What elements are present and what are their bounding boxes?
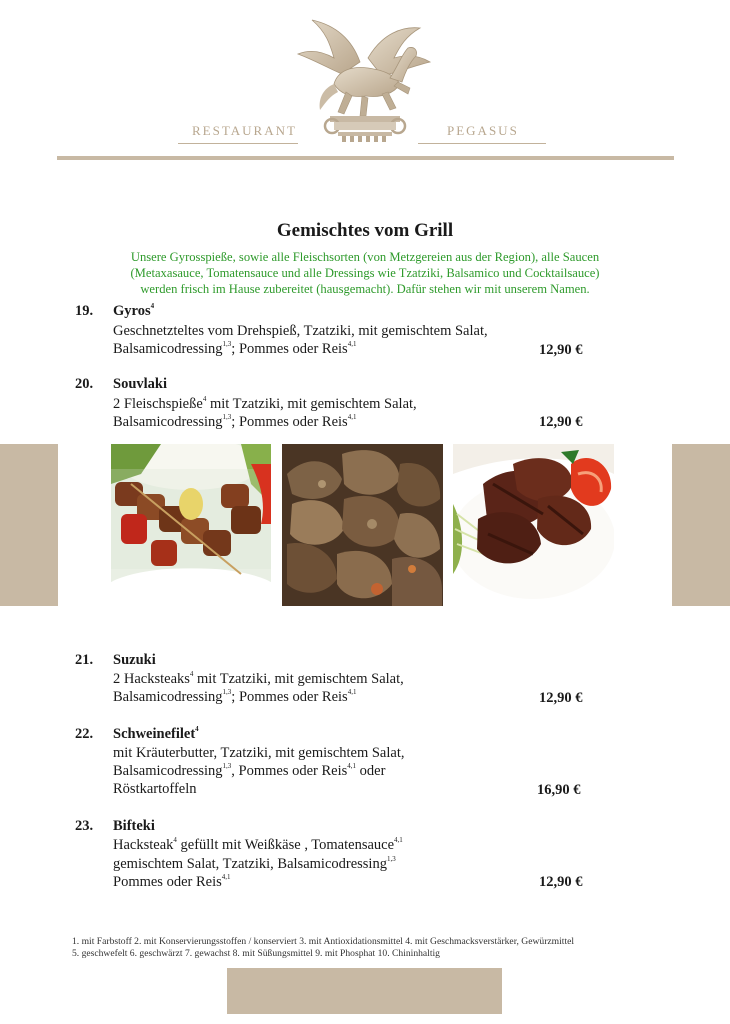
bifteki-steak-photo-icon: [453, 444, 614, 606]
header-rule: [57, 156, 674, 160]
pegasus-logo-icon: [290, 14, 440, 142]
brand-underline-left: [178, 143, 298, 144]
item-name: Suzuki: [113, 652, 156, 668]
item-description-line: gemischtem Salat, Tzatziki, Balsamicodressing$^{1,3}$: [113, 855, 396, 872]
gyros-meat-photo-icon: [282, 444, 443, 606]
item-price: 12,90 €: [539, 414, 583, 430]
side-accent-right: [672, 444, 730, 606]
footnote-line: 1. mit Farbstoff 2. mit Konservierungsstoffen / konserviert 3. mit Antioxidationsmittel 4. mit Geschmacksverstärker, Gewürzmittel: [72, 936, 575, 947]
item-number: 19.: [75, 303, 94, 319]
brand-underline-right: [418, 143, 546, 144]
bottom-accent-bar: [227, 968, 502, 1014]
side-accent-left: [0, 444, 58, 606]
item-name: Schweinefilet$^4$: [113, 725, 199, 742]
item-name: Gyros$^4$: [113, 302, 155, 319]
allergen-footnotes: [72, 936, 692, 960]
footnote-line: 5. geschwefelt 6. geschwärzt 7. gewachst 8. mit Süßungsmittel 9. mit Phosphat 10. Chininhaltig: [72, 948, 440, 959]
item-description-line: Röstkartoffeln: [113, 781, 197, 797]
item-price: 16,90 €: [537, 782, 581, 798]
item-description-line: Hacksteak$^4$ gefüllt mit Weißkäse , Tomatensauce$^{4,1}$: [113, 836, 403, 853]
item-description-line: Balsamicodressing$^{1,3}$; Pommes oder Reis$^{4,1}$: [113, 340, 357, 357]
item-description-line: 2 Hacksteaks$^4$ mit Tzatziki, mit gemischtem Salat,: [113, 670, 404, 687]
item-price: 12,90 €: [539, 342, 583, 358]
item-number: 21.: [75, 652, 94, 668]
intro-line: Unsere Gyrosspieße, sowie alle Fleischsorten (von Metzgereien aus der Region), alle Saucen: [130, 250, 600, 264]
item-description-line: Balsamicodressing$^{1,3}$; Pommes oder Reis$^{4,1}$: [113, 413, 357, 430]
item-price: 12,90 €: [539, 690, 583, 706]
item-price: 12,90 €: [539, 874, 583, 890]
item-description-line: Geschnetzteltes vom Drehspieß, Tzatziki, mit gemischtem Salat,: [113, 323, 488, 339]
section-intro: [60, 249, 670, 297]
intro-line: (Metaxasauce, Tomatensauce und alle Dressings wie Tzatziki, Balsamico und Cocktailsauce): [130, 266, 600, 280]
item-description-line: 2 Fleischspieße$^4$ mit Tzatziki, mit gemischtem Salat,: [113, 395, 417, 412]
brand-pegasus: PEGASUS: [447, 123, 519, 138]
souvlaki-skewers-photo-icon: [111, 444, 271, 606]
item-number: 20.: [75, 376, 94, 392]
item-name: Bifteki: [113, 818, 155, 834]
item-name: Souvlaki: [113, 376, 167, 392]
item-number: 23.: [75, 818, 94, 834]
item-number: 22.: [75, 726, 94, 742]
section-title: Gemischtes vom Grill: [276, 220, 454, 241]
intro-line: werden frisch im Hause zubereitet (hausgemacht). Dafür stehen wir mit unserem Namen.: [140, 282, 590, 296]
item-description-line: mit Kräuterbutter, Tzatziki, mit gemischtem Salat,: [113, 745, 405, 761]
brand-restaurant: RESTAURANT: [192, 123, 297, 138]
item-description-line: Balsamicodressing$^{1,3}$; Pommes oder Reis$^{4,1}$: [113, 688, 357, 705]
item-description-line: Pommes oder Reis$^{4,1}$: [113, 873, 231, 890]
item-description-line: Balsamicodressing$^{1,3}$, Pommes oder Reis$^{4,1}$ oder: [113, 762, 386, 779]
